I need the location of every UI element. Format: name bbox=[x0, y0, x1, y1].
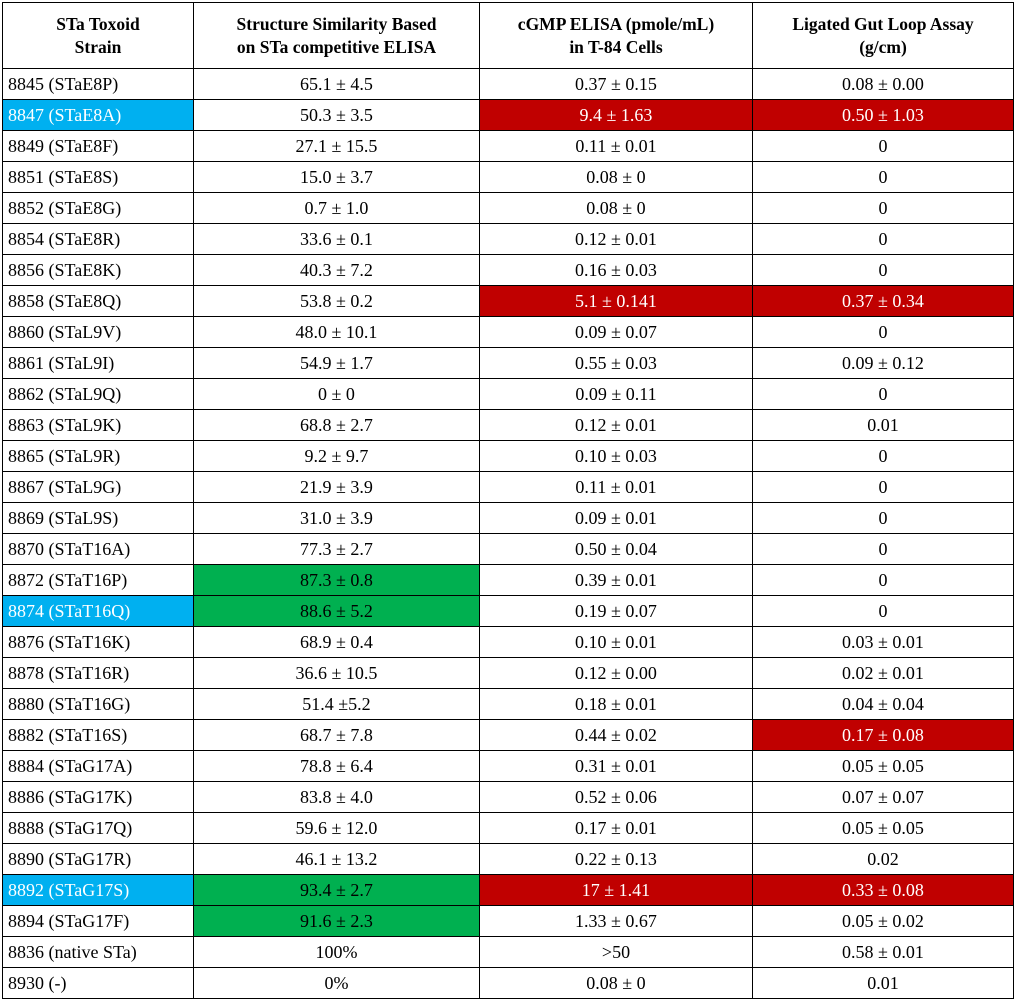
table-row bbox=[3, 844, 1014, 875]
strain-cell: 8854 (STaE8R) bbox=[3, 224, 194, 255]
strain-cell: 8860 (STaL9V) bbox=[3, 317, 194, 348]
table-row bbox=[3, 937, 1014, 968]
cgmp-elisa-cell: 0.12 ± 0.01 bbox=[480, 224, 753, 255]
gut-loop-cell: 0.01 bbox=[753, 410, 1014, 441]
gut-loop-cell: 0.17 ± 0.08 bbox=[753, 720, 1014, 751]
header-row bbox=[3, 3, 1014, 69]
gut-loop-cell: 0 bbox=[753, 503, 1014, 534]
structure-similarity-cell: 59.6 ± 12.0 bbox=[194, 813, 480, 844]
gut-loop-cell: 0 bbox=[753, 441, 1014, 472]
gut-loop-cell: 0.08 ± 0.00 bbox=[753, 69, 1014, 100]
cgmp-elisa-cell: 1.33 ± 0.67 bbox=[480, 906, 753, 937]
strain-cell: 8894 (STaG17F) bbox=[3, 906, 194, 937]
strain-cell: 8888 (STaG17Q) bbox=[3, 813, 194, 844]
structure-similarity-cell: 48.0 ± 10.1 bbox=[194, 317, 480, 348]
table-row bbox=[3, 565, 1014, 596]
strain-cell: 8865 (STaL9R) bbox=[3, 441, 194, 472]
header-structure-similarity bbox=[194, 3, 480, 69]
strain-cell: 8849 (STaE8F) bbox=[3, 131, 194, 162]
header-line: Structure Similarity Based bbox=[236, 13, 437, 34]
structure-similarity-cell: 9.2 ± 9.7 bbox=[194, 441, 480, 472]
gut-loop-cell: 0 bbox=[753, 472, 1014, 503]
gut-loop-cell: 0 bbox=[753, 534, 1014, 565]
table-row bbox=[3, 875, 1014, 906]
cgmp-elisa-cell: 0.08 ± 0 bbox=[480, 968, 753, 999]
table-row bbox=[3, 596, 1014, 627]
cgmp-elisa-cell: 0.11 ± 0.01 bbox=[480, 131, 753, 162]
gut-loop-cell: 0 bbox=[753, 224, 1014, 255]
strain-cell: 8930 (-) bbox=[3, 968, 194, 999]
gut-loop-cell: 0.02 bbox=[753, 844, 1014, 875]
cgmp-elisa-cell: 0.55 ± 0.03 bbox=[480, 348, 753, 379]
structure-similarity-cell: 78.8 ± 6.4 bbox=[194, 751, 480, 782]
gut-loop-cell: 0.05 ± 0.05 bbox=[753, 813, 1014, 844]
cgmp-elisa-cell: 0.09 ± 0.01 bbox=[480, 503, 753, 534]
strain-cell: 8861 (STaL9I) bbox=[3, 348, 194, 379]
structure-similarity-cell: 68.7 ± 7.8 bbox=[194, 720, 480, 751]
gut-loop-cell: 0.02 ± 0.01 bbox=[753, 658, 1014, 689]
strain-cell: 8847 (STaE8A) bbox=[3, 100, 194, 131]
table-row bbox=[3, 782, 1014, 813]
structure-similarity-cell: 46.1 ± 13.2 bbox=[194, 844, 480, 875]
gut-loop-cell: 0.37 ± 0.34 bbox=[753, 286, 1014, 317]
structure-similarity-cell: 31.0 ± 3.9 bbox=[194, 503, 480, 534]
strain-cell: 8890 (STaG17R) bbox=[3, 844, 194, 875]
strain-cell: 8878 (STaT16R) bbox=[3, 658, 194, 689]
cgmp-elisa-cell: 9.4 ± 1.63 bbox=[480, 100, 753, 131]
cgmp-elisa-cell: 0.19 ± 0.07 bbox=[480, 596, 753, 627]
strain-cell: 8892 (STaG17S) bbox=[3, 875, 194, 906]
table-row bbox=[3, 410, 1014, 441]
cgmp-elisa-cell: 0.10 ± 0.01 bbox=[480, 627, 753, 658]
gut-loop-cell: 0 bbox=[753, 317, 1014, 348]
structure-similarity-cell: 33.6 ± 0.1 bbox=[194, 224, 480, 255]
gut-loop-cell: 0 bbox=[753, 379, 1014, 410]
gut-loop-cell: 0 bbox=[753, 193, 1014, 224]
gut-loop-cell: 0 bbox=[753, 162, 1014, 193]
table-row bbox=[3, 69, 1014, 100]
structure-similarity-cell: 77.3 ± 2.7 bbox=[194, 534, 480, 565]
header-line: Ligated Gut Loop Assay bbox=[792, 13, 974, 34]
strain-cell: 8856 (STaE8K) bbox=[3, 255, 194, 286]
cgmp-elisa-cell: 0.08 ± 0 bbox=[480, 162, 753, 193]
strain-cell: 8836 (native STa) bbox=[3, 937, 194, 968]
table-row bbox=[3, 224, 1014, 255]
gut-loop-cell: 0.01 bbox=[753, 968, 1014, 999]
table-row bbox=[3, 100, 1014, 131]
table-row bbox=[3, 317, 1014, 348]
structure-similarity-cell: 15.0 ± 3.7 bbox=[194, 162, 480, 193]
strain-cell: 8869 (STaL9S) bbox=[3, 503, 194, 534]
structure-similarity-cell: 68.8 ± 2.7 bbox=[194, 410, 480, 441]
table-row bbox=[3, 286, 1014, 317]
structure-similarity-cell: 88.6 ± 5.2 bbox=[194, 596, 480, 627]
strain-cell: 8845 (STaE8P) bbox=[3, 69, 194, 100]
cgmp-elisa-cell: >50 bbox=[480, 937, 753, 968]
structure-similarity-cell: 40.3 ± 7.2 bbox=[194, 255, 480, 286]
strain-cell: 8882 (STaT16S) bbox=[3, 720, 194, 751]
cgmp-elisa-cell: 0.17 ± 0.01 bbox=[480, 813, 753, 844]
gut-loop-cell: 0.58 ± 0.01 bbox=[753, 937, 1014, 968]
strain-cell: 8867 (STaL9G) bbox=[3, 472, 194, 503]
structure-similarity-cell: 93.4 ± 2.7 bbox=[194, 875, 480, 906]
cgmp-elisa-cell: 0.39 ± 0.01 bbox=[480, 565, 753, 596]
gut-loop-cell: 0.50 ± 1.03 bbox=[753, 100, 1014, 131]
cgmp-elisa-cell: 0.52 ± 0.06 bbox=[480, 782, 753, 813]
table-row bbox=[3, 255, 1014, 286]
structure-similarity-cell: 50.3 ± 3.5 bbox=[194, 100, 480, 131]
structure-similarity-cell: 51.4 ±5.2 bbox=[194, 689, 480, 720]
toxoid-results-table bbox=[2, 2, 1014, 999]
table-row bbox=[3, 906, 1014, 937]
strain-cell: 8872 (STaT16P) bbox=[3, 565, 194, 596]
cgmp-elisa-cell: 0.31 ± 0.01 bbox=[480, 751, 753, 782]
cgmp-elisa-cell: 0.08 ± 0 bbox=[480, 193, 753, 224]
structure-similarity-cell: 0% bbox=[194, 968, 480, 999]
table-row bbox=[3, 193, 1014, 224]
table-row bbox=[3, 658, 1014, 689]
header-line: on STa competitive ELISA bbox=[236, 36, 437, 57]
table-row bbox=[3, 627, 1014, 658]
structure-similarity-cell: 0.7 ± 1.0 bbox=[194, 193, 480, 224]
structure-similarity-cell: 54.9 ± 1.7 bbox=[194, 348, 480, 379]
cgmp-elisa-cell: 0.11 ± 0.01 bbox=[480, 472, 753, 503]
table-row bbox=[3, 968, 1014, 999]
table-row bbox=[3, 720, 1014, 751]
table-row bbox=[3, 472, 1014, 503]
strain-cell: 8851 (STaE8S) bbox=[3, 162, 194, 193]
structure-similarity-cell: 21.9 ± 3.9 bbox=[194, 472, 480, 503]
table-row bbox=[3, 503, 1014, 534]
structure-similarity-cell: 27.1 ± 15.5 bbox=[194, 131, 480, 162]
cgmp-elisa-cell: 0.12 ± 0.01 bbox=[480, 410, 753, 441]
table-row bbox=[3, 813, 1014, 844]
strain-cell: 8880 (STaT16G) bbox=[3, 689, 194, 720]
table-row bbox=[3, 534, 1014, 565]
cgmp-elisa-cell: 0.09 ± 0.07 bbox=[480, 317, 753, 348]
cgmp-elisa-cell: 0.50 ± 0.04 bbox=[480, 534, 753, 565]
cgmp-elisa-cell: 0.37 ± 0.15 bbox=[480, 69, 753, 100]
strain-cell: 8876 (STaT16K) bbox=[3, 627, 194, 658]
table-row bbox=[3, 441, 1014, 472]
gut-loop-cell: 0.09 ± 0.12 bbox=[753, 348, 1014, 379]
gut-loop-cell: 0.07 ± 0.07 bbox=[753, 782, 1014, 813]
header-gut-loop-assay bbox=[753, 3, 1014, 69]
table-row bbox=[3, 379, 1014, 410]
structure-similarity-cell: 68.9 ± 0.4 bbox=[194, 627, 480, 658]
structure-similarity-cell: 87.3 ± 0.8 bbox=[194, 565, 480, 596]
cgmp-elisa-cell: 5.1 ± 0.141 bbox=[480, 286, 753, 317]
gut-loop-cell: 0 bbox=[753, 565, 1014, 596]
cgmp-elisa-cell: 0.12 ± 0.00 bbox=[480, 658, 753, 689]
structure-similarity-cell: 53.8 ± 0.2 bbox=[194, 286, 480, 317]
gut-loop-cell: 0 bbox=[753, 131, 1014, 162]
strain-cell: 8874 (STaT16Q) bbox=[3, 596, 194, 627]
table-row bbox=[3, 689, 1014, 720]
gut-loop-cell: 0 bbox=[753, 596, 1014, 627]
table-row bbox=[3, 348, 1014, 379]
header-line: STa Toxoid bbox=[56, 13, 140, 34]
table-body bbox=[3, 69, 1014, 999]
table-header bbox=[3, 3, 1014, 69]
table-row bbox=[3, 751, 1014, 782]
table-row bbox=[3, 131, 1014, 162]
strain-cell: 8870 (STaT16A) bbox=[3, 534, 194, 565]
gut-loop-cell: 0.04 ± 0.04 bbox=[753, 689, 1014, 720]
structure-similarity-cell: 100% bbox=[194, 937, 480, 968]
strain-cell: 8884 (STaG17A) bbox=[3, 751, 194, 782]
header-cgmp-elisa bbox=[480, 3, 753, 69]
structure-similarity-cell: 0 ± 0 bbox=[194, 379, 480, 410]
table-row bbox=[3, 162, 1014, 193]
structure-similarity-cell: 83.8 ± 4.0 bbox=[194, 782, 480, 813]
strain-cell: 8862 (STaL9Q) bbox=[3, 379, 194, 410]
header-line: in T-84 Cells bbox=[569, 36, 663, 57]
cgmp-elisa-cell: 0.09 ± 0.11 bbox=[480, 379, 753, 410]
strain-cell: 8852 (STaE8G) bbox=[3, 193, 194, 224]
gut-loop-cell: 0 bbox=[753, 255, 1014, 286]
structure-similarity-cell: 91.6 ± 2.3 bbox=[194, 906, 480, 937]
cgmp-elisa-cell: 0.10 ± 0.03 bbox=[480, 441, 753, 472]
strain-cell: 8858 (STaE8Q) bbox=[3, 286, 194, 317]
gut-loop-cell: 0.33 ± 0.08 bbox=[753, 875, 1014, 906]
gut-loop-cell: 0.03 ± 0.01 bbox=[753, 627, 1014, 658]
cgmp-elisa-cell: 0.22 ± 0.13 bbox=[480, 844, 753, 875]
cgmp-elisa-cell: 0.16 ± 0.03 bbox=[480, 255, 753, 286]
cgmp-elisa-cell: 17 ± 1.41 bbox=[480, 875, 753, 906]
strain-cell: 8863 (STaL9K) bbox=[3, 410, 194, 441]
gut-loop-cell: 0.05 ± 0.05 bbox=[753, 751, 1014, 782]
cgmp-elisa-cell: 0.44 ± 0.02 bbox=[480, 720, 753, 751]
header-line: (g/cm) bbox=[859, 36, 907, 57]
structure-similarity-cell: 36.6 ± 10.5 bbox=[194, 658, 480, 689]
strain-cell: 8886 (STaG17K) bbox=[3, 782, 194, 813]
structure-similarity-cell: 65.1 ± 4.5 bbox=[194, 69, 480, 100]
cgmp-elisa-cell: 0.18 ± 0.01 bbox=[480, 689, 753, 720]
header-line: Strain bbox=[74, 36, 122, 57]
header-strain bbox=[3, 3, 194, 69]
header-line: cGMP ELISA (pmole/mL) bbox=[517, 13, 715, 34]
gut-loop-cell: 0.05 ± 0.02 bbox=[753, 906, 1014, 937]
